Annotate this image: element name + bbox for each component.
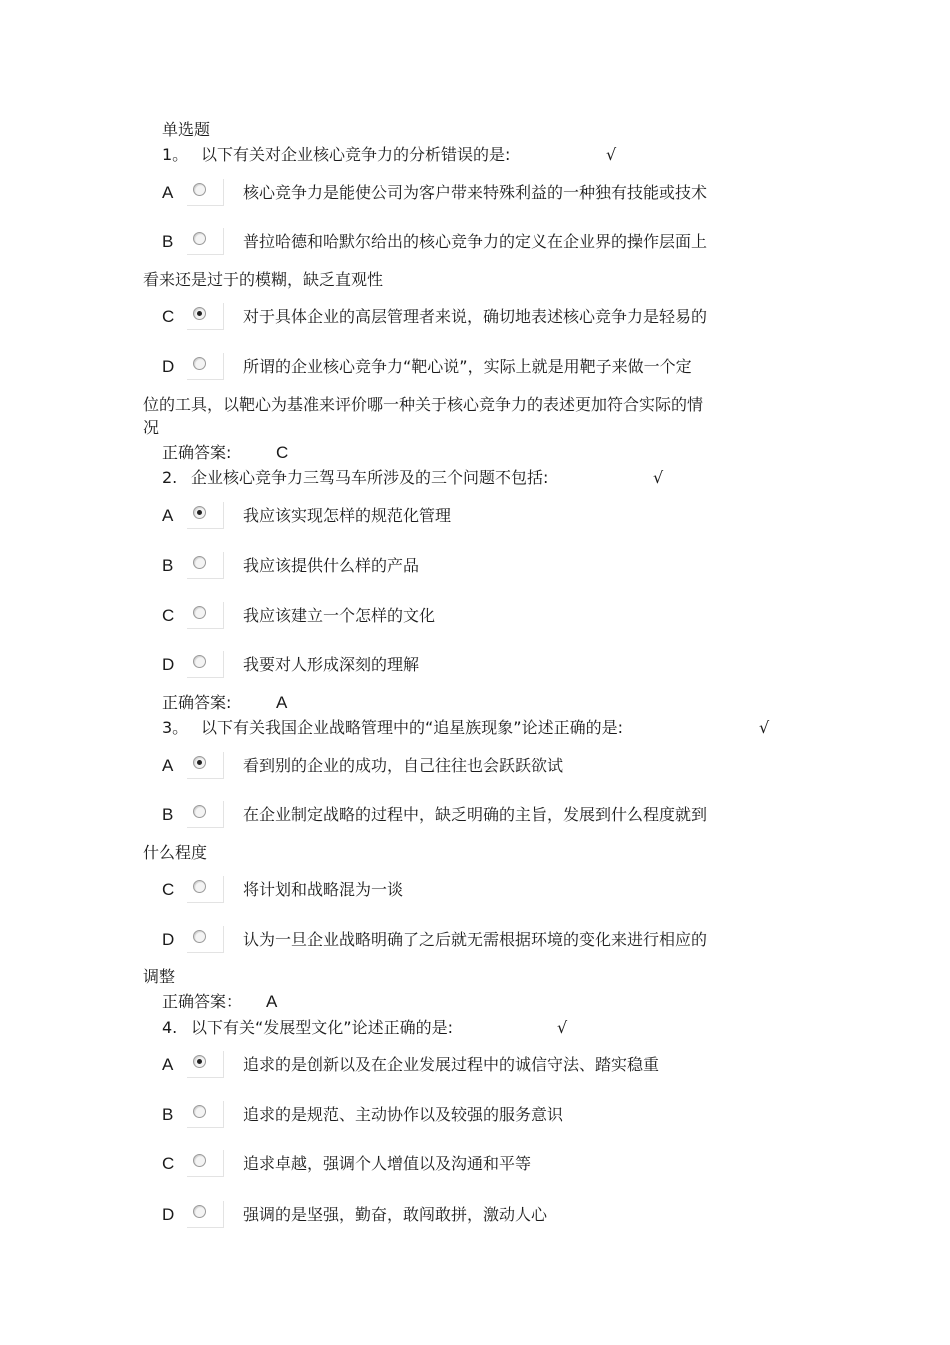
radio-button[interactable] <box>193 655 206 668</box>
radio-button[interactable] <box>193 606 206 619</box>
option-letter: D <box>162 930 175 949</box>
option-text-cont: 况 <box>143 418 160 437</box>
option-letter: A <box>162 506 174 525</box>
section-title: 单选题 <box>162 120 211 139</box>
option-text: 我应该提供什么样的产品 <box>243 556 420 575</box>
question-text: 以下有关我国企业战略管理中的“追星族现象”论述正确的是: <box>201 718 623 737</box>
radio-button[interactable] <box>193 880 206 893</box>
radio-button[interactable] <box>193 556 206 569</box>
correct-check-mark: √ <box>653 468 664 487</box>
option-text: 对于具体企业的高层管理者来说，确切地表述核心竞争力是轻易的 <box>243 307 708 326</box>
option-letter: C <box>162 307 175 326</box>
option-letter: C <box>162 1154 175 1173</box>
question-number: 4. <box>162 1018 178 1037</box>
radio-button[interactable] <box>193 1154 206 1167</box>
option-text: 所谓的企业核心竞争力“靶心说”，实际上就是用靶子来做一个定 <box>243 357 692 376</box>
option-text: 在企业制定战略的过程中，缺乏明确的主旨，发展到什么程度就到 <box>243 805 708 824</box>
question-text: 以下有关对企业核心竞争力的分析错误的是: <box>201 145 511 164</box>
option-text: 核心竞争力是能使公司为客户带来特殊利益的一种独有技能或技术 <box>243 183 708 202</box>
question-number: 2. <box>162 468 178 487</box>
option-letter: B <box>162 1105 174 1124</box>
answer-label: 正确答案： <box>162 992 243 1011</box>
question-text: 以下有关“发展型文化”论述正确的是: <box>191 1018 453 1037</box>
answer-value: C <box>276 443 289 462</box>
option-text: 强调的是坚强，勤奋，敢闯敢拼，激动人心 <box>243 1205 548 1224</box>
option-text-cont: 看来还是过于的模糊，缺乏直观性 <box>143 270 384 289</box>
radio-button-selected[interactable] <box>193 1055 206 1068</box>
question-number: 3。 <box>162 718 189 737</box>
radio-button[interactable] <box>193 930 206 943</box>
option-letter: C <box>162 606 175 625</box>
radio-button[interactable] <box>193 805 206 818</box>
answer-value: A <box>276 693 288 712</box>
option-text: 看到别的企业的成功，自己往往也会跃跃欲试 <box>243 756 564 775</box>
correct-check-mark: √ <box>557 1018 568 1037</box>
option-text: 我应该实现怎样的规范化管理 <box>243 506 452 525</box>
question-text: 企业核心竞争力三驾马车所涉及的三个问题不包括: <box>191 468 549 487</box>
option-letter: D <box>162 655 175 674</box>
option-letter: A <box>162 756 174 775</box>
correct-check-mark: √ <box>606 145 617 164</box>
radio-button-selected[interactable] <box>193 756 206 769</box>
correct-check-mark: √ <box>759 718 770 737</box>
radio-button[interactable] <box>193 232 206 245</box>
radio-button[interactable] <box>193 1205 206 1218</box>
option-letter: D <box>162 357 175 376</box>
question-number: 1。 <box>162 145 189 164</box>
option-text-cont: 什么程度 <box>143 843 208 862</box>
radio-button-selected[interactable] <box>193 307 206 320</box>
option-text: 追求的是创新以及在企业发展过程中的诚信守法、踏实稳重 <box>243 1055 660 1074</box>
option-letter: A <box>162 1055 174 1074</box>
option-letter: A <box>162 183 174 202</box>
option-letter: B <box>162 556 174 575</box>
option-letter: B <box>162 232 174 251</box>
option-text: 普拉哈德和哈默尔给出的核心竞争力的定义在企业界的操作层面上 <box>243 232 708 251</box>
radio-button[interactable] <box>193 1105 206 1118</box>
option-text: 我要对人形成深刻的理解 <box>243 655 420 674</box>
answer-label: 正确答案: <box>162 443 232 462</box>
answer-label: 正确答案: <box>162 693 232 712</box>
option-letter: B <box>162 805 174 824</box>
radio-button[interactable] <box>193 183 206 196</box>
option-text-cont: 位的工具，以靶心为基准来评价哪一种关于核心竞争力的表述更加符合实际的情 <box>143 395 704 414</box>
radio-button-selected[interactable] <box>193 506 206 519</box>
option-text: 追求的是规范、主动协作以及较强的服务意识 <box>243 1105 564 1124</box>
option-text-cont: 调整 <box>143 967 176 986</box>
answer-value: A <box>266 992 278 1011</box>
option-text: 我应该建立一个怎样的文化 <box>243 606 436 625</box>
option-text: 认为一旦企业战略明确了之后就无需根据环境的变化来进行相应的 <box>243 930 708 949</box>
option-text: 将计划和战略混为一谈 <box>243 880 404 899</box>
radio-button[interactable] <box>193 357 206 370</box>
option-letter: D <box>162 1205 175 1224</box>
option-text: 追求卓越，强调个人增值以及沟通和平等 <box>243 1154 532 1173</box>
option-letter: C <box>162 880 175 899</box>
